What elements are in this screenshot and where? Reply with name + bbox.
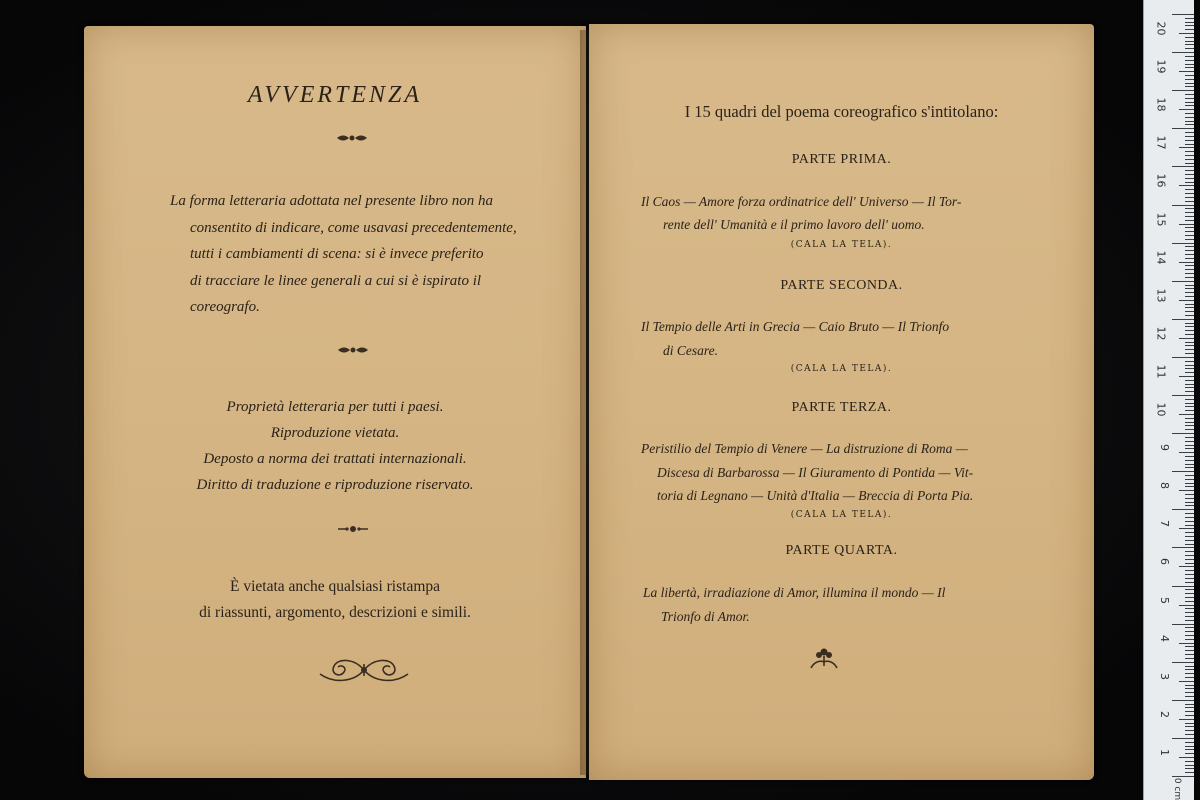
ruler-tick bbox=[1185, 37, 1194, 38]
ruler-tick bbox=[1172, 700, 1194, 701]
ruler-tick bbox=[1185, 285, 1194, 286]
ruler-tick bbox=[1185, 399, 1194, 400]
ruler-tick bbox=[1185, 265, 1194, 266]
ruler-tick bbox=[1185, 368, 1194, 369]
ruler-tick bbox=[1185, 304, 1194, 305]
scroll-ornament bbox=[314, 652, 414, 688]
ruler-tick bbox=[1172, 166, 1194, 167]
ruler-tick bbox=[1185, 608, 1194, 609]
ruler-tick bbox=[1185, 768, 1194, 769]
ruler-tick bbox=[1185, 170, 1194, 171]
ruler-tick bbox=[1185, 387, 1194, 388]
ruler-tick bbox=[1172, 281, 1194, 282]
ruler-tick bbox=[1185, 418, 1194, 419]
ruler-tick bbox=[1172, 52, 1194, 53]
ruler-tick bbox=[1185, 574, 1194, 575]
ruler-tick bbox=[1185, 563, 1194, 564]
ruler-tick bbox=[1179, 605, 1194, 606]
ruler-tick bbox=[1185, 94, 1194, 95]
description-line: rente dell' Umanità e il primo lavoro dell' uomo. bbox=[663, 217, 925, 232]
ruler-tick bbox=[1185, 772, 1194, 773]
ruler-tick bbox=[1185, 475, 1194, 476]
ruler-number: 5 bbox=[1158, 596, 1171, 604]
flower-ornament bbox=[808, 644, 840, 672]
ruler-tick bbox=[1185, 406, 1194, 407]
ruler-tick bbox=[1185, 723, 1194, 724]
reprint-notice bbox=[84, 574, 586, 626]
ruler-tick bbox=[1185, 666, 1194, 667]
part-description bbox=[643, 581, 1063, 629]
ruler-tick bbox=[1185, 79, 1194, 80]
ruler-tick bbox=[1185, 646, 1194, 647]
ruler-tick bbox=[1185, 650, 1194, 651]
ruler-tick bbox=[1185, 239, 1194, 240]
ruler-tick bbox=[1185, 292, 1194, 293]
ruler-tick bbox=[1185, 83, 1194, 84]
ruler-tick bbox=[1185, 635, 1194, 636]
ruler-tick bbox=[1185, 513, 1194, 514]
ruler-tick bbox=[1185, 144, 1194, 145]
ruler-number: 16 bbox=[1154, 173, 1168, 188]
rights-notice bbox=[84, 394, 586, 498]
ruler-tick bbox=[1172, 547, 1194, 548]
ruler-tick bbox=[1172, 624, 1194, 625]
notice-paragraph bbox=[172, 188, 542, 321]
ruler-tick bbox=[1172, 319, 1194, 320]
ruler-tick bbox=[1185, 254, 1194, 255]
ruler-tick bbox=[1185, 601, 1194, 602]
notice-line: consentito di indicare, come usavasi precedentemente, bbox=[190, 219, 517, 236]
ruler-tick bbox=[1185, 189, 1194, 190]
ruler-tick bbox=[1179, 376, 1194, 377]
ruler-tick bbox=[1185, 384, 1194, 385]
left-page bbox=[84, 26, 586, 778]
ruler-tick bbox=[1185, 311, 1194, 312]
ruler-tick bbox=[1185, 25, 1194, 26]
ruler-tick bbox=[1172, 395, 1194, 396]
notice-line: di tracciare le linee generali a cui si è ispirato il bbox=[190, 272, 482, 289]
ruler-tick bbox=[1185, 620, 1194, 621]
ruler-tick bbox=[1179, 147, 1194, 148]
ruler-tick bbox=[1179, 681, 1194, 682]
ruler-tick bbox=[1185, 113, 1194, 114]
part-title: PARTE TERZA. bbox=[791, 400, 892, 415]
ruler-tick bbox=[1185, 18, 1194, 19]
ruler-number: 19 bbox=[1154, 59, 1168, 74]
notice-line: tutti i cambiamenti di scena: si è invece preferito bbox=[190, 246, 484, 262]
ruler-tick bbox=[1185, 559, 1194, 560]
ruler-tick bbox=[1185, 391, 1194, 392]
ruler-tick bbox=[1185, 410, 1194, 411]
ruler-number: 2 bbox=[1158, 710, 1171, 718]
curtain-note: (CALA LA TELA). bbox=[790, 240, 893, 250]
ruler-tick bbox=[1185, 315, 1194, 316]
ruler-tick bbox=[1185, 445, 1194, 446]
ruler-tick bbox=[1185, 517, 1194, 518]
ruler-tick bbox=[1185, 521, 1194, 522]
description-line: Il Caos — Amore forza ordinatrice dell' Universo — Il Tor- bbox=[641, 194, 962, 209]
ruler-tick bbox=[1185, 696, 1194, 697]
ruler-tick bbox=[1179, 452, 1194, 453]
ruler-tick bbox=[1179, 185, 1194, 186]
ruler-tick bbox=[1172, 90, 1194, 91]
ruler-tick bbox=[1185, 67, 1194, 68]
rights-line: Diritto di traduzione e riproduzione riservato. bbox=[196, 477, 474, 493]
ruler-tick bbox=[1185, 494, 1194, 495]
ruler-tick bbox=[1185, 201, 1194, 202]
ruler-tick bbox=[1185, 544, 1194, 545]
ruler-tick bbox=[1179, 490, 1194, 491]
ruler-tick bbox=[1185, 464, 1194, 465]
ruler-tick bbox=[1185, 467, 1194, 468]
ruler-tick bbox=[1185, 460, 1194, 461]
ruler-tick bbox=[1185, 765, 1194, 766]
ruler-tick bbox=[1185, 715, 1194, 716]
ruler-tick bbox=[1179, 262, 1194, 263]
ruler-tick bbox=[1179, 643, 1194, 644]
ruler-tick bbox=[1185, 132, 1194, 133]
ruler-tick bbox=[1185, 44, 1194, 45]
part-description bbox=[641, 315, 1061, 363]
ruler-tick bbox=[1185, 64, 1194, 65]
ruler-tick bbox=[1185, 669, 1194, 670]
ruler-tick bbox=[1172, 243, 1194, 244]
ruler-tick bbox=[1185, 578, 1194, 579]
description-line: di Cesare. bbox=[663, 343, 718, 358]
ruler-tick bbox=[1185, 288, 1194, 289]
ruler-tick bbox=[1185, 178, 1194, 179]
ruler-tick bbox=[1185, 136, 1194, 137]
ruler-tick bbox=[1185, 479, 1194, 480]
part-title: PARTE SECONDA. bbox=[780, 278, 903, 293]
ruler-tick bbox=[1185, 212, 1194, 213]
ruler-tick bbox=[1185, 437, 1194, 438]
ruler-tick bbox=[1185, 60, 1194, 61]
ruler-tick bbox=[1185, 345, 1194, 346]
ruler-tick bbox=[1185, 627, 1194, 628]
reprint-line: di riassunti, argomento, descrizioni e simili. bbox=[199, 604, 471, 621]
ruler-tick bbox=[1185, 753, 1194, 754]
ruler-tick bbox=[1185, 342, 1194, 343]
ruler-tick bbox=[1185, 208, 1194, 209]
ruler-tick bbox=[1185, 704, 1194, 705]
small-ornament bbox=[336, 524, 370, 534]
ruler-tick bbox=[1185, 151, 1194, 152]
ruler-tick bbox=[1185, 582, 1194, 583]
ruler-tick bbox=[1185, 746, 1194, 747]
ruler-tick bbox=[1185, 334, 1194, 335]
ruler-unit-label: 0 cm bbox=[1171, 777, 1182, 800]
ruler-tick bbox=[1185, 372, 1194, 373]
ruler-number: 10 bbox=[1154, 402, 1168, 417]
ruler-tick bbox=[1185, 673, 1194, 674]
ruler-number: 18 bbox=[1154, 97, 1168, 112]
ruler-tick bbox=[1179, 528, 1194, 529]
ruler-tick bbox=[1185, 121, 1194, 122]
notice-line: coreografo. bbox=[190, 299, 260, 315]
ruler-number: 4 bbox=[1158, 634, 1171, 642]
titles-intro: I 15 quadri del poema coreografico s'intitolano: bbox=[684, 102, 999, 121]
ruler-tick bbox=[1172, 738, 1194, 739]
description-line: toria di Legnano — Unità d'Italia — Breccia di Porta Pia. bbox=[657, 488, 974, 503]
ruler-tick bbox=[1172, 357, 1194, 358]
ruler-tick bbox=[1185, 75, 1194, 76]
ruler-tick bbox=[1179, 33, 1194, 34]
ruler-tick bbox=[1185, 616, 1194, 617]
ruler-tick bbox=[1172, 509, 1194, 510]
ruler-tick bbox=[1185, 525, 1194, 526]
ruler-tick bbox=[1185, 570, 1194, 571]
ruler-number: 8 bbox=[1158, 482, 1171, 490]
ruler-number: 7 bbox=[1158, 520, 1171, 528]
ruler-tick bbox=[1185, 296, 1194, 297]
curtain-note: (CALA LA TELA). bbox=[790, 364, 893, 374]
ruler-tick bbox=[1179, 338, 1194, 339]
description-line: Trionfo di Amor. bbox=[661, 609, 750, 624]
ruler-tick bbox=[1172, 586, 1194, 587]
ruler-tick bbox=[1172, 471, 1194, 472]
ruler-tick bbox=[1185, 307, 1194, 308]
ruler-tick bbox=[1185, 163, 1194, 164]
ruler-tick bbox=[1185, 540, 1194, 541]
ruler-tick bbox=[1185, 555, 1194, 556]
part-title: PARTE PRIMA. bbox=[791, 152, 892, 167]
ruler-tick bbox=[1185, 597, 1194, 598]
ruler-tick bbox=[1185, 86, 1194, 87]
ruler-tick bbox=[1185, 353, 1194, 354]
ruler-number: 1 bbox=[1158, 748, 1171, 756]
ruler-tick bbox=[1185, 22, 1194, 23]
ruler-tick bbox=[1185, 273, 1194, 274]
description-line: La libertà, irradiazione di Amor, illumina il mondo — Il bbox=[643, 585, 946, 600]
ruler-tick bbox=[1185, 105, 1194, 106]
ruler-tick bbox=[1185, 734, 1194, 735]
fleuron-ornament bbox=[336, 344, 370, 356]
ruler-tick bbox=[1185, 365, 1194, 366]
description-line: Il Tempio delle Arti in Grecia — Caio Bruto — Il Trionfo bbox=[641, 319, 950, 334]
ruler-tick bbox=[1185, 707, 1194, 708]
ruler-tick bbox=[1185, 658, 1194, 659]
ruler-tick bbox=[1185, 441, 1194, 442]
ruler-tick bbox=[1185, 639, 1194, 640]
ruler-tick bbox=[1185, 403, 1194, 404]
ruler-tick bbox=[1185, 182, 1194, 183]
ruler-tick bbox=[1185, 216, 1194, 217]
curtain-note: (CALA LA TELA). bbox=[790, 510, 893, 520]
ruler-number: 13 bbox=[1154, 288, 1168, 303]
notice-line: La forma letteraria adottata nel presente libro non ha bbox=[170, 193, 494, 209]
ruler-tick bbox=[1185, 246, 1194, 247]
ruler-tick bbox=[1185, 730, 1194, 731]
ruler-tick bbox=[1185, 505, 1194, 506]
right-page bbox=[589, 24, 1094, 780]
ruler-tick bbox=[1185, 593, 1194, 594]
ruler-tick bbox=[1185, 117, 1194, 118]
ruler-tick bbox=[1185, 692, 1194, 693]
ruler-tick bbox=[1185, 448, 1194, 449]
ruler-tick bbox=[1185, 422, 1194, 423]
ruler-tick bbox=[1172, 433, 1194, 434]
ruler-tick bbox=[1172, 128, 1194, 129]
ruler-tick bbox=[1179, 300, 1194, 301]
ruler-tick bbox=[1185, 536, 1194, 537]
page-heading: AVVERTENZA bbox=[247, 82, 423, 108]
ruler-tick bbox=[1185, 429, 1194, 430]
ruler-tick bbox=[1185, 349, 1194, 350]
ruler-tick bbox=[1185, 140, 1194, 141]
ruler-tick bbox=[1185, 124, 1194, 125]
ruler-tick bbox=[1185, 551, 1194, 552]
ruler-tick bbox=[1185, 155, 1194, 156]
ruler-tick bbox=[1185, 258, 1194, 259]
ruler-tick bbox=[1179, 719, 1194, 720]
ruler-tick bbox=[1185, 726, 1194, 727]
ruler-tick bbox=[1185, 56, 1194, 57]
ruler-tick bbox=[1185, 250, 1194, 251]
ruler-tick bbox=[1185, 159, 1194, 160]
rights-line: Deposto a norma dei trattati internazionali. bbox=[203, 451, 467, 467]
ruler-tick bbox=[1185, 98, 1194, 99]
ruler-tick bbox=[1185, 631, 1194, 632]
ruler-tick bbox=[1172, 662, 1194, 663]
ruler-tick bbox=[1179, 224, 1194, 225]
ruler-tick bbox=[1172, 14, 1194, 15]
ruler-tick bbox=[1185, 361, 1194, 362]
ruler-number: 20 bbox=[1154, 21, 1168, 36]
description-line: Peristilio del Tempio di Venere — La distruzione di Roma — bbox=[641, 441, 968, 456]
ruler-tick bbox=[1185, 29, 1194, 30]
ruler-tick bbox=[1179, 566, 1194, 567]
ruler-tick bbox=[1185, 326, 1194, 327]
ruler-number: 14 bbox=[1154, 250, 1168, 265]
ruler-tick bbox=[1185, 749, 1194, 750]
ruler-number: 11 bbox=[1154, 364, 1168, 379]
ruler-tick bbox=[1179, 414, 1194, 415]
ruler-tick bbox=[1185, 193, 1194, 194]
fleuron-ornament bbox=[335, 132, 369, 144]
ruler-tick bbox=[1185, 330, 1194, 331]
ruler-tick bbox=[1185, 532, 1194, 533]
ruler-tick bbox=[1185, 677, 1194, 678]
ruler-tick bbox=[1185, 323, 1194, 324]
ruler-tick bbox=[1185, 41, 1194, 42]
ruler-tick bbox=[1179, 71, 1194, 72]
ruler-tick bbox=[1185, 711, 1194, 712]
rights-line: Riproduzione vietata. bbox=[270, 425, 400, 441]
ruler-tick bbox=[1185, 380, 1194, 381]
ruler-tick bbox=[1185, 231, 1194, 232]
description-line: Discesa di Barbarossa — Il Giuramento di Pontida — Vit- bbox=[657, 464, 974, 480]
ruler-tick bbox=[1185, 425, 1194, 426]
ruler-number: 15 bbox=[1154, 212, 1168, 226]
ruler-tick bbox=[1185, 48, 1194, 49]
ruler-tick bbox=[1185, 685, 1194, 686]
ruler-tick bbox=[1185, 174, 1194, 175]
part-description bbox=[641, 190, 1061, 236]
ruler-tick bbox=[1185, 220, 1194, 221]
ruler-number: 9 bbox=[1158, 444, 1171, 452]
ruler-number: 12 bbox=[1154, 326, 1168, 341]
ruler-tick bbox=[1185, 483, 1194, 484]
ruler-tick bbox=[1172, 776, 1194, 777]
ruler-tick bbox=[1185, 502, 1194, 503]
ruler-tick bbox=[1185, 102, 1194, 103]
ruler-number: 17 bbox=[1154, 135, 1168, 150]
ruler-tick bbox=[1185, 486, 1194, 487]
ruler-tick bbox=[1185, 456, 1194, 457]
ruler-tick bbox=[1185, 235, 1194, 236]
ruler-tick bbox=[1185, 227, 1194, 228]
ruler-tick bbox=[1185, 688, 1194, 689]
ruler-tick bbox=[1179, 757, 1194, 758]
ruler-tick bbox=[1185, 654, 1194, 655]
rights-line: Proprietà letteraria per tutti i paesi. bbox=[226, 399, 444, 415]
ruler-tick bbox=[1185, 589, 1194, 590]
reprint-line: È vietata anche qualsiasi ristampa bbox=[229, 578, 441, 595]
ruler-number: 3 bbox=[1158, 672, 1171, 680]
measurement-ruler bbox=[1143, 0, 1194, 800]
ruler-tick bbox=[1172, 205, 1194, 206]
ruler-tick bbox=[1185, 612, 1194, 613]
ruler-tick bbox=[1179, 109, 1194, 110]
ruler-number: 6 bbox=[1158, 558, 1171, 566]
ruler-tick bbox=[1185, 742, 1194, 743]
ruler-tick bbox=[1185, 498, 1194, 499]
part-description bbox=[641, 437, 1066, 508]
ruler-tick bbox=[1185, 269, 1194, 270]
part-title: PARTE QUARTA. bbox=[785, 543, 898, 558]
ruler-tick bbox=[1185, 761, 1194, 762]
ruler-tick bbox=[1185, 197, 1194, 198]
ruler-tick bbox=[1185, 277, 1194, 278]
